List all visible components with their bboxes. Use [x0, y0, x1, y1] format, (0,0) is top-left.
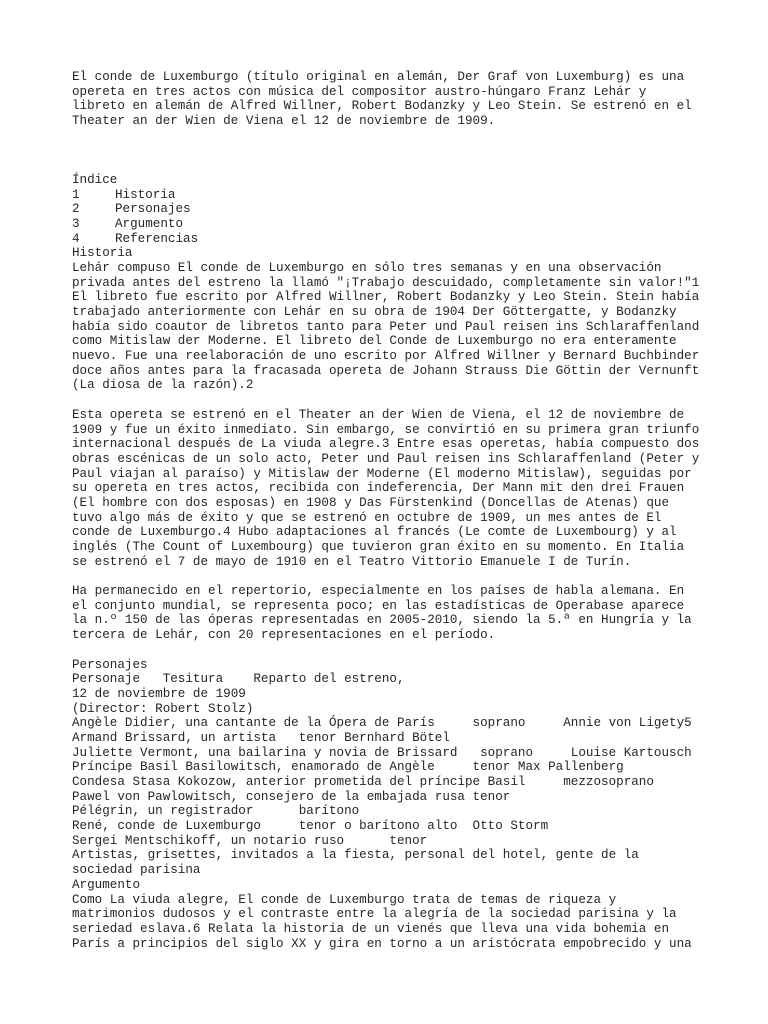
text-line: Theater an der Wien de Viena el 12 de noviembre de 1909.: [72, 114, 496, 129]
toc-item-label[interactable]: Argumento: [115, 216, 184, 231]
cast-row: Condesa Stasa Kokozow, anterior prometida del príncipe Basil mezzosoprano: [72, 775, 654, 790]
cast-row: Juliette Vermont, una bailarina y novia de Brissard soprano Louise Kartousch: [72, 745, 692, 760]
text-line: doce años antes para la fracasada opereta de Johann Strauss Die Göttin der Vernunft: [72, 363, 700, 378]
text-line: su opereta en tres actos, recibida con indeferencia, Der Mann mit den drei Frauen: [72, 481, 685, 496]
cast-row: René, conde de Luxemburgo tenor o barítono alto Otto Storm: [72, 819, 549, 834]
cast-row: sociedad parisina: [72, 863, 201, 878]
toc-item-label[interactable]: Historia: [115, 187, 176, 202]
historia-paragraph-1: [72, 261, 712, 393]
cast-row: Pélégrin, un registrador barítono: [72, 804, 360, 819]
document-body: [72, 70, 712, 951]
toc-item[interactable]: [72, 188, 712, 203]
text-line: se estrenó el 7 de mayo de 1910 en el Teatro Vittorio Emanuele I de Turín.: [72, 554, 632, 569]
toc-item-number: 2: [72, 202, 80, 217]
toc-title: Índice: [72, 172, 118, 187]
text-line: tuvo algo más de éxito y que se estrenó en octubre de 1909, un mes antes de El: [72, 510, 662, 525]
text-line: como Mitislaw der Moderne. El libreto del Conde de Luxemburgo no era enteramente: [72, 334, 677, 349]
cast-table-header: (Director: Robert Stolz): [72, 701, 254, 716]
text-line: opereta en tres actos con música del compositor austro-húngaro Franz Lehár y: [72, 84, 647, 99]
text-line: Esta opereta se estrenó en el Theater an der Wien de Viena, el 12 de noviembre de: [72, 407, 685, 422]
cast-row: Artistas, grisettes, invitados a la fiesta, personal del hotel, gente de la: [72, 848, 639, 863]
section-heading: Historia: [72, 246, 133, 261]
text-line: obras escénicas de un solo acto, Peter und Paul reisen ins Schlaraffenland (Peter y: [72, 451, 700, 466]
historia-paragraph-3: [72, 584, 712, 643]
text-line: trabajado anteriormente con Lehár en su obra de 1904 Der Göttergatte, y Bodanzky: [72, 305, 677, 320]
text-line: Lehár compuso El conde de Luxemburgo en sólo tres semanas y en una observación: [72, 260, 662, 275]
toc-item[interactable]: [72, 217, 712, 232]
text-line: matrimonios dudosos y el contraste entre la alegría de la sociedad parisina y la: [72, 907, 677, 922]
text-line: El conde de Luxemburgo (título original en alemán, Der Graf von Luxemburg) es una: [72, 70, 685, 84]
text-line: Paul viajan al paraíso) y Mitislaw der Moderne (El moderno Mitislaw), seguidas por: [72, 466, 692, 481]
toc-item-label[interactable]: Referencias: [115, 231, 199, 246]
toc-item[interactable]: [72, 202, 712, 217]
toc-item-number: 1: [72, 187, 80, 202]
text-line: conde de Luxemburgo.4 Hubo adaptaciones al francés (Le comte de Luxembourg) y al: [72, 525, 677, 540]
text-line: Ha permanecido en el repertorio, especialmente en los países de habla alemana. En: [72, 584, 685, 599]
text-line: Como La viuda alegre, El conde de Luxemburgo trata de temas de riqueza y: [72, 892, 617, 907]
toc-item-number: 3: [72, 216, 80, 231]
text-line: (La diosa de la razón).2: [72, 378, 254, 393]
toc-item[interactable]: [72, 232, 712, 247]
text-line: inglés (The Count of Luxembourg) que tuvieron gran éxito en su momento. En Italia: [72, 540, 685, 555]
text-line: libreto en alemán de Alfred Willner, Robert Bodanzky y Leo Stein. Se estrenó en el: [72, 99, 692, 114]
text-line: había sido coautor de libretos tanto para Peter und Paul reisen ins Schlaraffenland: [72, 319, 700, 334]
toc-item-label[interactable]: Personajes: [115, 202, 191, 217]
text-line: 1909 y fue un éxito inmediato. Sin embargo, se convirtió en su primera gran triunfo: [72, 422, 700, 437]
cast-row: Sergei Mentschikoff, un notario ruso tenor: [72, 833, 428, 848]
text-line: la n.º 150 de las óperas representadas en 2005-2010, siendo la 5.ª en Hungría y la: [72, 613, 692, 628]
cast-row: Angèle Didier, una cantante de la Ópera de París soprano Annie von Ligety5: [72, 716, 692, 731]
intro-paragraph: [72, 70, 712, 129]
toc-item-number: 4: [72, 231, 80, 246]
section-historia: [72, 246, 712, 643]
text-line: nuevo. Fue una reelaboración de uno escrito por Alfred Willner y Bernard Buchbinder: [72, 349, 700, 364]
text-line: París a principios del siglo XX y gira en torno a un aristócrata empobrecido y una: [72, 936, 692, 951]
cast-row: Pawel von Pawlowitsch, consejero de la embajada rusa tenor: [72, 789, 511, 804]
cast-table-header: Personaje Tesitura Reparto del estreno,: [72, 672, 405, 687]
text-line: el conjunto mundial, se representa poco; en las estadísticas de Operabase aparece: [72, 598, 685, 613]
cast-table-header: 12 de noviembre de 1909: [72, 686, 246, 701]
section-argumento: [72, 878, 712, 951]
text-line: tercera de Lehár, con 20 representaciones en el período.: [72, 628, 496, 643]
historia-paragraph-2: [72, 408, 712, 570]
section-heading: Argumento: [72, 877, 141, 892]
cast-row: Príncipe Basil Basilowitsch, enamorado de Angèle tenor Max Pallenberg: [72, 760, 624, 775]
text-line: privada antes del estreno la llamó "¡Trabajo descuidado, completamente sin valor!"1: [72, 275, 700, 290]
section-heading: Personajes: [72, 657, 148, 672]
table-of-contents: [72, 173, 712, 246]
text-line: El libreto fue escrito por Alfred Willner, Robert Bodanzky y Leo Stein. Stein había: [72, 290, 700, 305]
text-line: (El hombre con dos esposas) en 1908 y Das Fürstenkind (Doncellas de Atenas) que: [72, 495, 670, 510]
cast-row: Armand Brissard, un artista tenor Bernhard Bötel: [72, 730, 450, 745]
section-personajes: [72, 658, 712, 878]
text-line: internacional después de La viuda alegre.3 Entre esas operetas, había compuesto dos: [72, 437, 700, 452]
text-line: seriedad eslava.6 Relata la historia de un vienés que lleva una vida bohemia en: [72, 921, 670, 936]
